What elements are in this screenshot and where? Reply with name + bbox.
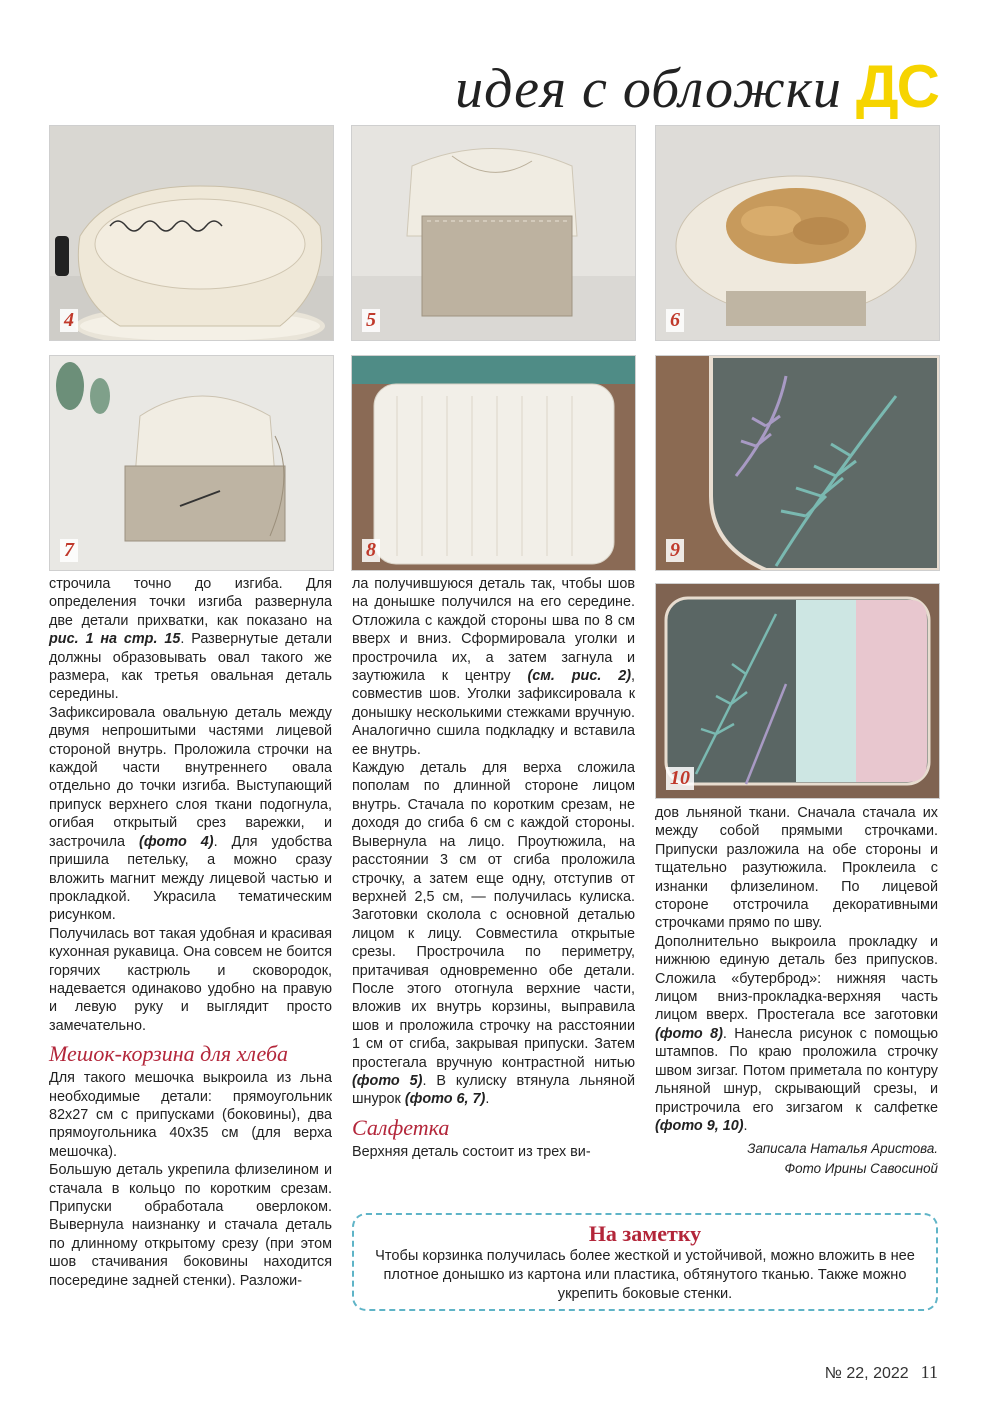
photo-reference: (фото 6, 7) xyxy=(404,1091,486,1108)
photo-10 xyxy=(655,583,940,799)
note-box xyxy=(352,1213,938,1311)
note-title: На заметку xyxy=(588,1221,702,1246)
subheading-napkin: Салфетка xyxy=(352,1114,450,1140)
photo-8 xyxy=(351,355,636,571)
photo-reference: (фото 4) xyxy=(139,833,214,850)
figure-reference: (см. рис. 2) xyxy=(527,668,631,685)
page-number: 11 xyxy=(920,1362,938,1382)
paragraph: Верхняя деталь состоит из трех ви- xyxy=(352,1143,591,1160)
photo-number: 8 xyxy=(362,539,380,562)
paragraph: Большую деталь укрепила флизелином и стачала в кольцо по коротким срезам. Припуски обработала оверлоком. Вывернула наизнанку и стачала деталь по длинному открытому срезу (при этом шов стачивания боковины находится посередине задней стенки). Разложи- xyxy=(49,1162,332,1289)
photo-5-image xyxy=(352,126,635,340)
paragraph: ла получившуюся деталь так, чтобы шов на донышке получился на его середине. Отложила с каждой стороны шва по 8 см вверх и вниз. Сформировала уголки и прострочила их, а затем загнула и заутюжила к центру (см. рис. 2), совместив шов. Уголки зафиксировала к донышку несколькими стежками вручную. Аналогично сшила подкладку и вставила ее внутрь. xyxy=(352,576,635,758)
paragraph: Для такого мешочка выкроила из льна необходимые детали: прямоугольник 82х27 см с припусками (боковины), два прямоугольника 40х35 см (для верха мешочка). xyxy=(49,1070,332,1160)
photo-5 xyxy=(351,125,636,341)
photo-10-image xyxy=(656,584,939,798)
photo-number: 9 xyxy=(666,539,684,562)
author-credit: Записала Наталья Аристова. xyxy=(747,1141,938,1157)
photo-9-image xyxy=(656,356,939,570)
credits xyxy=(655,1139,938,1179)
paragraph: Дополнительно выкроила прокладку и нижнюю единую деталь без припусков. Сложила «бутерброд»: нижняя часть лицом вниз-прокладка-верхняя часть лицом вверх. Простегала все заготовки (фото 8). Нанесла рисунок с помощью штампов. По краю проложила строчку швом зигзаг. Потом приметала по контуру льняной шнур, скрывающий срезы, и пристрочила его зигзагом к салфетке (фото 9, 10). xyxy=(655,933,938,1134)
note-text: Чтобы корзинка получилась более жесткой и устойчивой, можно вложить в нее плотное донышко из картона или пластика, обтянутого тканью. Также можно укрепить боковые стенки. xyxy=(375,1248,915,1302)
page-header xyxy=(455,52,938,121)
photo-7-image xyxy=(50,356,333,570)
photo-number: 4 xyxy=(60,309,78,332)
paragraph: Получилась вот такая удобная и красивая кухонная рукавица. Она совсем не боится горячих кастрюль и сковородок, надевается одинаково удобно на правую и левую руку и выглядит просто замечательно. xyxy=(49,925,332,1034)
figure-reference: рис. 1 на стр. 15 xyxy=(49,631,181,648)
text-column-3 xyxy=(655,804,938,1179)
photo-reference: (фото 8) xyxy=(655,1025,723,1042)
photo-credit: Фото Ирины Савосиной xyxy=(784,1161,938,1177)
photo-6-image xyxy=(656,126,939,340)
photo-6 xyxy=(655,125,940,341)
paragraph: строчила точно до изгиба. Для определения точки изгиба развернула две детали прихватки, как показано на рис. 1 на стр. 15. Развернутые детали должны образовывать овал такого же размера, как третья овальная деталь середины. xyxy=(49,576,332,703)
photo-number: 5 xyxy=(362,309,380,332)
paragraph: Зафиксировала овальную деталь между двумя непрошитыми частями лицевой стороной внутрь. Проложила строчки на каждой части внутреннего овала отдельно до точки изгиба. Выступающий припуск верхнего слоя ткани подогнула, огибая открытый срез варежки, и застрочила (фото 4). Для удобства пришила петельку, а можно сразу вложить магнит между лицевой частью и прокладкой. Украсила тематическим рисунком. xyxy=(49,704,332,924)
paragraph: дов льняной ткани. Сначала стачала их между собой прямыми строчками. Припуски разложила на обе стороны и тщательно разутюжила. Проклеила с изнанки флизелином. По лицевой стороне отстрочила декоративными строчками прямо по шву. xyxy=(655,805,938,932)
photo-reference: (фото 9, 10) xyxy=(655,1117,744,1134)
photo-9 xyxy=(655,355,940,571)
issue-number: № 22, 2022 xyxy=(824,1365,909,1382)
photo-number: 7 xyxy=(60,539,78,562)
text-column-1 xyxy=(49,575,332,1290)
photo-7 xyxy=(49,355,334,571)
paragraph: Каждую деталь для верха сложила пополам по длинной стороне лицом внутрь. Стачала по коротким срезам, не доходя до сгиба 6 см с каждой стороны. Вывернула на лицо. Проутюжила, на расстоянии 3 см от сгиба проложила строчку, а затем еще одну, отступив от верхней 2,5 см, — получилась кулиска. Заготовки сколола с основной деталью лицом к лицу. Совместила открытые срезы. Прострочила по периметру, притачивая одновременно обе детали. После этого отогнула верхние части, вложив их внутрь корзины, выправила шов и проложила строчку на расстоянии 1 см от сгиба, закрывая припуски. Затем простегала вручную контрастной нитью (фото 5). В кулиску втянула льняной шнурок (фото 6, 7). xyxy=(352,760,635,1108)
photo-reference: (фото 5) xyxy=(352,1072,423,1089)
photo-number: 6 xyxy=(666,309,684,332)
page-footer xyxy=(825,1362,938,1383)
photo-4-image xyxy=(50,126,333,340)
photo-number: 10 xyxy=(666,767,694,790)
section-title: идея с обложки xyxy=(455,58,842,120)
photo-4 xyxy=(49,125,334,341)
subheading-bread-bag: Мешок-корзина для хлеба xyxy=(49,1041,289,1067)
text-column-2 xyxy=(352,575,635,1161)
photo-8-image xyxy=(352,356,635,570)
brand-logo: ДС xyxy=(855,53,938,120)
